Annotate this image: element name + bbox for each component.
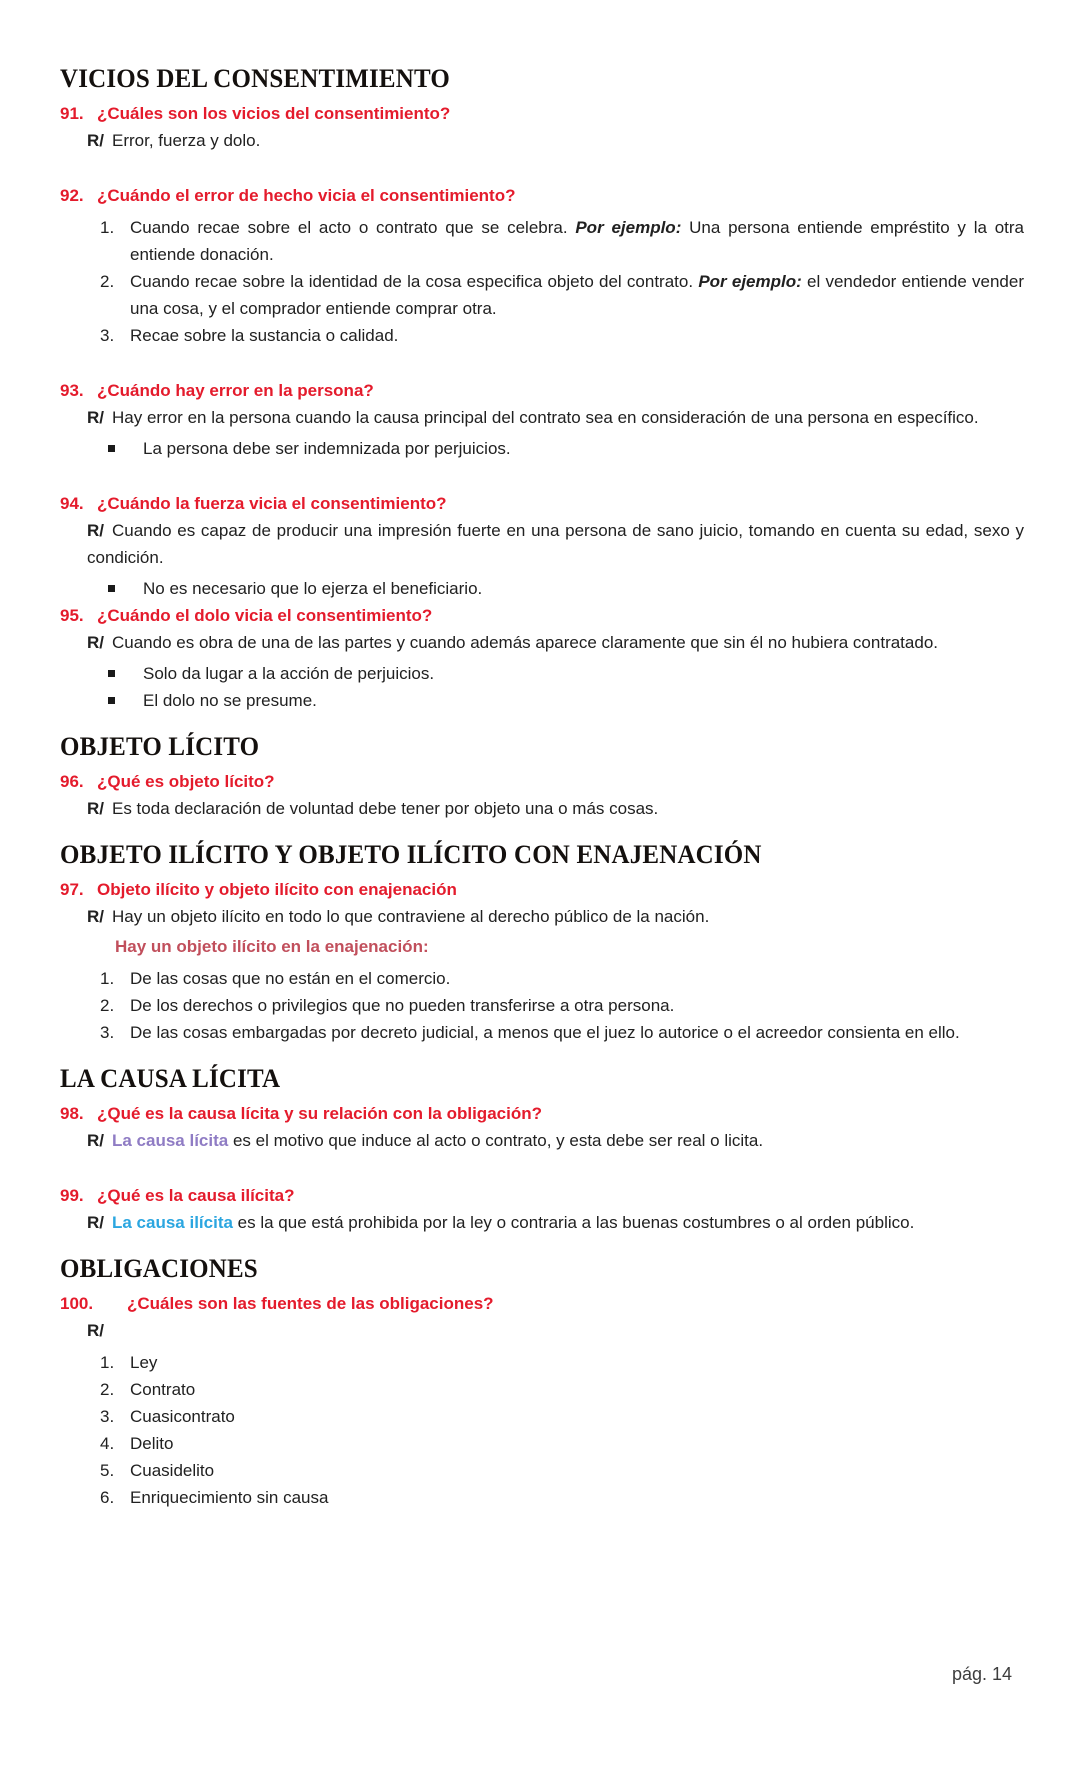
highlighted-term: La causa ilícita [112, 1213, 233, 1232]
list-item-number: 2. [100, 272, 115, 291]
question-92 [60, 182, 1024, 209]
list-item-text: De los derechos o privilegios que no pueden transferirse a otra persona. [130, 996, 675, 1015]
question-97 [60, 876, 1024, 903]
list-item-text: De las cosas embargadas por decreto judicial, a menos que el juez lo autorice o el acreedor consienta en ello. [130, 1023, 960, 1042]
section-objeto-licito [60, 732, 1024, 822]
question-text: Objeto ilícito y objeto ilícito con enajenación [97, 880, 457, 899]
list-item-text: Recae sobre la sustancia o calidad. [130, 326, 399, 345]
list-item [60, 1403, 1024, 1430]
answer-95 [60, 629, 1024, 656]
answer-text: Es toda declaración de voluntad debe tener por objeto una o más cosas. [112, 799, 659, 818]
question-95 [60, 602, 1024, 629]
question-number: 99. [60, 1186, 84, 1205]
bullet-text: La persona debe ser indemnizada por perjuicios. [143, 439, 511, 458]
square-bullet-icon [108, 670, 115, 677]
list-item [60, 268, 1024, 322]
question-text: ¿Qué es objeto lícito? [97, 772, 275, 791]
numbered-list-100 [60, 1349, 1024, 1511]
answer-prefix: R/ [87, 799, 104, 818]
bullet-text: El dolo no se presume. [143, 691, 317, 710]
question-text: ¿Cuándo el error de hecho vicia el consentimiento? [97, 186, 516, 205]
question-number: 96. [60, 772, 84, 791]
question-text: ¿Cuándo la fuerza vicia el consentimiento? [97, 494, 447, 513]
question-94 [60, 490, 1024, 517]
por-ejemplo-label: Por ejemplo: [698, 272, 802, 291]
list-item-number: 1. [100, 969, 115, 988]
section-heading: OBJETO ILÍCITO Y OBJETO ILÍCITO CON ENAJENACIÓN [60, 840, 762, 869]
answer-text: Cuando es obra de una de las partes y cuando además aparece claramente que sin él no hubiera contratado. [112, 633, 938, 652]
bullet-list-95 [60, 660, 1024, 714]
list-item-text: Delito [130, 1434, 174, 1453]
section-heading: LA CAUSA LÍCITA [60, 1064, 281, 1093]
question-91 [60, 100, 1024, 127]
answer-prefix: R/ [87, 1131, 104, 1150]
answer-text: Hay error en la persona cuando la causa principal del contrato sea en consideración de una persona en específico. [112, 408, 979, 427]
list-item [60, 965, 1024, 992]
list-item [60, 1484, 1024, 1511]
question-text: ¿Qué es la causa lícita y su relación con la obligación? [97, 1104, 542, 1123]
question-93 [60, 377, 1024, 404]
square-bullet-icon [108, 585, 115, 592]
list-item [60, 214, 1024, 268]
question-99 [60, 1182, 1024, 1209]
question-text: ¿Cuáles son los vicios del consentimiento? [97, 104, 451, 123]
section-objeto-ilicito [60, 840, 1024, 1046]
question-96 [60, 768, 1024, 795]
answer-prefix: R/ [87, 1321, 104, 1340]
section-heading: VICIOS DEL CONSENTIMIENTO [60, 64, 450, 93]
answer-text: Cuando es capaz de producir una impresión fuerte en una persona de sano juicio, tomando en cuenta su edad, sexo y condición. [87, 521, 1024, 567]
answer-text: Error, fuerza y dolo. [112, 131, 261, 150]
question-text: ¿Cuándo hay error en la persona? [97, 381, 374, 400]
question-number: 91. [60, 104, 84, 123]
list-item-text: Cuando recae sobre la identidad de la cosa especifica objeto del contrato. Por ejemplo: el vendedor entiende vender una cosa, y el comprador entiende comprar otra. [130, 272, 1024, 318]
list-item-text: Cuasicontrato [130, 1407, 235, 1426]
list-item-number: 5. [100, 1461, 115, 1480]
answer-prefix: R/ [87, 1213, 104, 1232]
square-bullet-icon [108, 445, 115, 452]
answer-text: es el motivo que induce al acto o contrato, y esta debe ser real o licita. [228, 1131, 764, 1150]
question-number: 92. [60, 186, 84, 205]
answer-91 [60, 127, 1024, 154]
list-item-number: 3. [100, 326, 115, 345]
list-item [60, 1430, 1024, 1457]
question-98 [60, 1100, 1024, 1127]
bullet-text: No es necesario que lo ejerza el beneficiario. [143, 579, 483, 598]
answer-93 [60, 404, 1024, 431]
question-text: ¿Cuáles son las fuentes de las obligaciones? [127, 1294, 494, 1313]
list-item [60, 992, 1024, 1019]
list-item-number: 2. [100, 1380, 115, 1399]
section-obligaciones [60, 1254, 1024, 1511]
list-item [60, 322, 1024, 349]
question-text: ¿Cuándo el dolo vicia el consentimiento? [97, 606, 433, 625]
bullet-item [60, 575, 1024, 602]
bullet-item [60, 435, 1024, 462]
answer-prefix: R/ [87, 907, 104, 926]
square-bullet-icon [108, 697, 115, 704]
answer-94 [60, 517, 1024, 571]
answer-prefix: R/ [87, 408, 104, 427]
list-item-number: 1. [100, 218, 115, 237]
bullet-text: Solo da lugar a la acción de perjuicios. [143, 664, 435, 683]
list-item-number: 1. [100, 1353, 115, 1372]
question-number: 95. [60, 606, 84, 625]
list-item [60, 1457, 1024, 1484]
bullet-item [60, 687, 1024, 714]
question-number: 100. [60, 1294, 94, 1313]
list-item [60, 1349, 1024, 1376]
answer-subheading: Hay un objeto ilícito en la enajenación: [115, 937, 429, 956]
list-item-text: Enriquecimiento sin causa [130, 1488, 329, 1507]
answer-99 [60, 1209, 1024, 1236]
question-number: 98. [60, 1104, 84, 1123]
section-la-causa-licita [60, 1064, 1024, 1236]
page-number-label: pág. 14 [951, 1664, 1012, 1684]
question-100 [60, 1290, 1024, 1317]
list-item-number: 6. [100, 1488, 115, 1507]
answer-96 [60, 795, 1024, 822]
section-vicios-del-consentimiento [60, 64, 1024, 714]
bullet-list-93 [60, 435, 1024, 462]
bullet-item [60, 660, 1024, 687]
section-heading: OBJETO LÍCITO [60, 732, 260, 761]
numbered-list-92 [60, 214, 1024, 349]
question-number: 93. [60, 381, 84, 400]
answer-100 [60, 1317, 1024, 1344]
list-item [60, 1019, 1024, 1046]
bullet-list-94 [60, 575, 1024, 602]
por-ejemplo-label: Por ejemplo: [575, 218, 682, 237]
list-item-number: 4. [100, 1434, 115, 1453]
answer-prefix: R/ [87, 633, 104, 652]
question-number: 97. [60, 880, 84, 899]
list-item-number: 3. [100, 1407, 115, 1426]
numbered-list-97 [60, 965, 1024, 1046]
highlighted-term: La causa lícita [112, 1131, 229, 1150]
list-item-text: Cuando recae sobre el acto o contrato que se celebra. Por ejemplo: Una persona entiende empréstito y la otra entiende donación. [130, 218, 1024, 264]
list-item-text: Ley [130, 1353, 158, 1372]
question-number: 94. [60, 494, 84, 513]
answer-97 [60, 903, 1024, 930]
answer-prefix: R/ [87, 131, 104, 150]
answer-98 [60, 1127, 1024, 1154]
answer-text: Hay un objeto ilícito en todo lo que contraviene al derecho público de la nación. [112, 907, 710, 926]
answer-text: es la que está prohibida por la ley o contraria a las buenas costumbres o al orden público. [232, 1213, 915, 1232]
list-item-number: 3. [100, 1023, 115, 1042]
list-item [60, 1376, 1024, 1403]
section-heading: OBLIGACIONES [60, 1254, 258, 1283]
question-text: ¿Qué es la causa ilícita? [97, 1186, 295, 1205]
list-item-text: Cuasidelito [130, 1461, 215, 1480]
list-item-text: De las cosas que no están en el comercio. [130, 969, 451, 988]
list-item-number: 2. [100, 996, 115, 1015]
answer-prefix: R/ [87, 521, 104, 540]
list-item-text: Contrato [130, 1380, 196, 1399]
